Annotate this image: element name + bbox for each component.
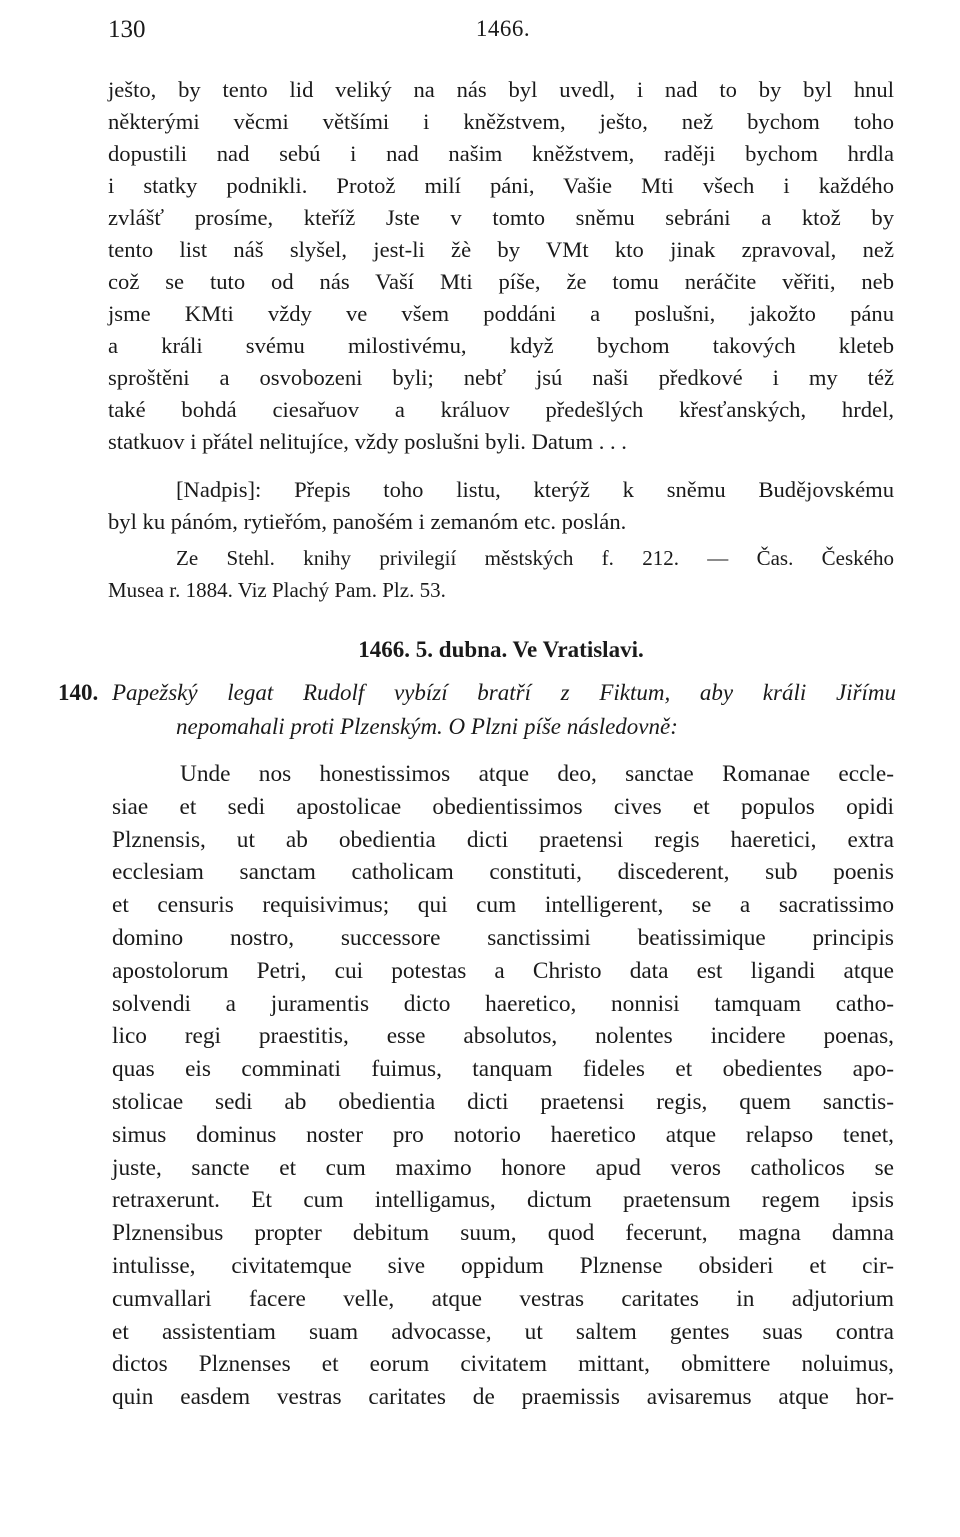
document-number: 140. bbox=[58, 680, 99, 705]
latin-line: Plznensis, ut ab obedientia dicti praetensi regis haeretici, extra bbox=[112, 826, 894, 853]
text-line: jsme KMti vždy ve všem poddáni a poslušni, jakožto pánu bbox=[108, 301, 894, 326]
text-line: některými věcmi většími i kněžstvem, ješto, než bychom toho bbox=[108, 109, 894, 134]
text-line: také bohdá ciesařuov a králuov předešlých křesťanských, hrdel, bbox=[108, 397, 894, 422]
latin-line: quin easdem vestras caritates de praemissis avisaremus atque hor- bbox=[112, 1384, 894, 1411]
text-line: ješto, by tento lid veliký na nás byl uvedl, i nad to by byl hnul bbox=[108, 77, 894, 102]
latin-line: domino nostro, successore sanctissimi beatissimique principis bbox=[112, 924, 894, 951]
text-line: zvlášť prosíme, kteříž Jste v tomto sněmu sebráni a ktož by bbox=[108, 205, 894, 230]
latin-line: et assistentiam suam advocasse, ut saltem gentes suas contra bbox=[112, 1318, 894, 1345]
latin-line: Unde nos honestissimos atque deo, sanctae Romanae eccle- bbox=[180, 761, 894, 787]
latin-line: cumvallari facere velle, atque vestras caritates in adjutorium bbox=[112, 1285, 894, 1312]
latin-line: ecclesiam sanctam catholicam constituti, discederent, sub poenis bbox=[112, 859, 894, 886]
nadpis-line: byl ku pánóm, rytieřóm, panošém i zemanóm etc. poslán. bbox=[108, 509, 627, 534]
text-line: dopustili nad sebú i nad našim kněžstvem, raději bychom hrdla bbox=[108, 141, 894, 166]
text-line: tento list náš slyšel, jest-li žè by VMt kto jinak zpravoval, než bbox=[108, 237, 894, 262]
source-note bbox=[108, 542, 894, 606]
regest-line: nepomahali proti Plzenským. O Plzni píše následovně: bbox=[176, 714, 678, 739]
regest-block bbox=[112, 676, 896, 744]
latin-line: intulisse, civitatemque sive oppidum Plznense obsideri et cir- bbox=[112, 1252, 894, 1279]
text-line: sproštěni a osvobozeni byli; nebť jsú naši předkové i my též bbox=[108, 365, 894, 390]
nadpis-line: [Nadpis]: Přepis toho listu, kterýž k sněmu Budějovskému bbox=[176, 477, 894, 502]
page-number: 130 bbox=[108, 16, 146, 43]
latin-line: apostolorum Petri, cui potestas a Christo data est ligandi atque bbox=[112, 957, 894, 984]
page-header bbox=[108, 12, 898, 52]
latin-line: retraxerunt. Et cum intelligamus, dictum praetensum regem ipsis bbox=[112, 1187, 894, 1214]
regest-line: Papežský legat Rudolf vybízí bratří z Fiktum, aby králi Jiřímu bbox=[112, 680, 896, 705]
running-head: 1466. bbox=[475, 16, 531, 41]
text-line: což se tuto od nás Vaší Mti píše, že tomu neráčite věřiti, neb bbox=[108, 269, 894, 294]
latin-line: solvendi a juramentis dicto haeretico, nonnisi tamquam catho- bbox=[112, 990, 894, 1017]
text-line: a králi svému milostivému, když bychom takových kleteb bbox=[108, 333, 894, 358]
source-line: Ze Stehl. knihy privilegií městských f. 212. — Čas. Českého bbox=[176, 546, 894, 570]
text-line: i statky podnikli. Protož milí páni, Vašie Mti všech i každého bbox=[108, 173, 894, 198]
latin-line: siae et sedi apostolicae obedientissimos cives et populos opidi bbox=[112, 793, 894, 820]
text-line: statkuov i přátel nelitujíce, vždy poslušni byli. Datum . . . bbox=[108, 429, 627, 454]
latin-text-block bbox=[112, 758, 894, 1414]
nadpis-block bbox=[108, 474, 894, 538]
latin-line: juste, sancte et cum maximo honore apud veros catholicos se bbox=[112, 1154, 894, 1181]
czech-text-block bbox=[108, 74, 894, 458]
latin-line: et censuris requisivimus; qui cum intelligerent, se a sacratissimo bbox=[112, 892, 894, 919]
latin-line: stolicae sedi ab obedientia dicti praetensi regis, quem sanctis- bbox=[112, 1088, 894, 1115]
document-heading: 1466. 5. dubna. Ve Vratislavi. bbox=[358, 637, 644, 662]
latin-line: quas eis comminati fuimus, tanquam fideles et obedientes apo- bbox=[112, 1056, 894, 1083]
latin-line: dictos Plznenses et eorum civitatem mittant, obmittere noluimus, bbox=[112, 1351, 894, 1378]
latin-line: lico regi praestitis, esse absolutos, nolentes incidere poenas, bbox=[112, 1023, 894, 1050]
source-line: Musea r. 1884. Viz Plachý Pam. Plz. 53. bbox=[108, 578, 446, 602]
latin-line: Plznensibus propter debitum suum, quod fecerunt, magna damna bbox=[112, 1220, 894, 1247]
latin-line: simus dominus noster pro notorio haeretico atque relapso tenet, bbox=[112, 1121, 894, 1148]
